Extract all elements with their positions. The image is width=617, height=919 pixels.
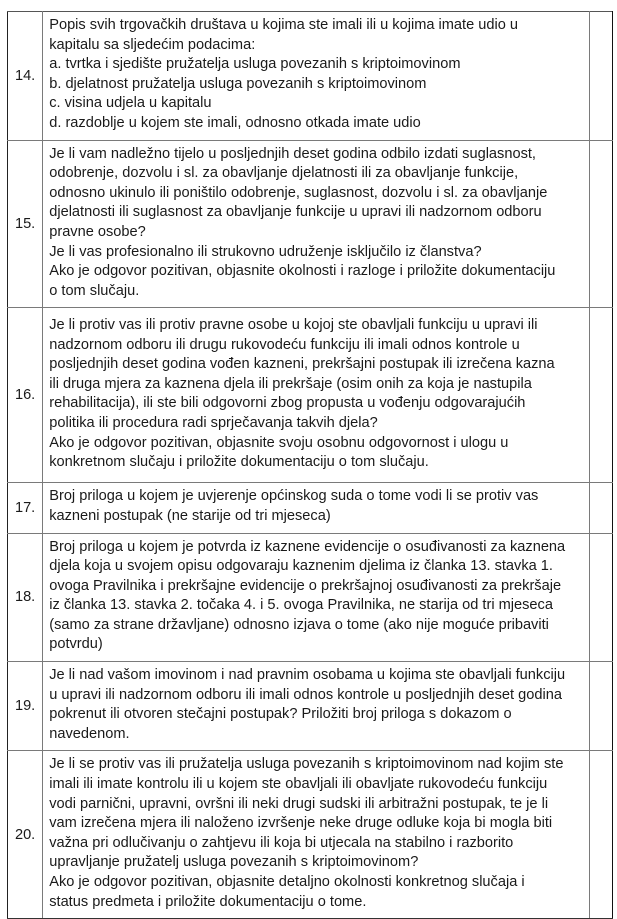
answer-cell[interactable]: [589, 12, 612, 141]
question-text-line: djela koja u svojem opisu odgovaraju kaznenim djelima iz članka 13. stavka 1.: [49, 558, 553, 575]
question-text-line: vam izrečena mjera ili naloženo izvršenje neke druge odluke koja bi mogla biti: [49, 815, 553, 832]
question-text: [43, 533, 590, 662]
question-text-line: upravljanje pružatelj usluga povezanih s kriptoimovinom?: [49, 854, 419, 871]
question-text-line: Ako je odgovor pozitivan, objasnite svoju osobnu odgovornost i ulogu u: [49, 434, 509, 451]
answer-cell[interactable]: [589, 533, 612, 662]
table-row: [8, 12, 613, 141]
table-row: [8, 483, 613, 533]
question-text-line: konkretnom slučaju i priložite dokumentaciju o tom slučaju.: [49, 454, 429, 471]
question-text-line: Ako je odgovor pozitivan, objasnite okolnosti i razloge i priložite dokumentaciju: [49, 263, 556, 280]
question-text-line: d. razdoblje u kojem ste imali, odnosno otkada imate udio: [49, 114, 421, 131]
row-number: 16.: [8, 308, 43, 483]
question-text-line: a. tvrtka i sjedište pružatelja usluga povezanih s kriptoimovinom: [49, 56, 461, 73]
question-text-line: posljednjih deset godina vođen kazneni, prekršajni postupak ili izrečena kazna: [49, 356, 555, 373]
question-text-line: Broj priloga u kojem je potvrda iz kaznene evidencije o osuđivanosti za kaznena: [49, 538, 566, 555]
question-text-line: pokrenut ili otvoren stečajni postupak? Priložiti broj priloga s dokazom o: [49, 706, 512, 723]
question-text-line: navedenom.: [49, 725, 130, 742]
table-row: [8, 308, 613, 483]
row-number: 15.: [8, 140, 43, 308]
question-text-line: nadzornom odboru ili drugu rukovodeću funkciju ili imali odnos kontrole u: [49, 336, 520, 353]
question-text-line: Je li nad vašom imovinom i nad pravnim osobama u kojima ste obavljali funkciju: [49, 667, 566, 684]
questionnaire-table: [7, 11, 613, 919]
table-row: [8, 662, 613, 751]
question-text-line: ili druga mjera za kaznena djela ili prekršaje (osim onih za koja je nastupila: [49, 375, 532, 392]
question-text: [43, 751, 590, 919]
question-text-line: politika ili procedura radi sprječavanja takvih djela?: [49, 414, 378, 431]
answer-cell[interactable]: [589, 483, 612, 533]
question-text-line: b. djelatnost pružatelja usluga povezanih s kriptoimovinom: [49, 75, 427, 92]
question-text: [43, 308, 590, 483]
table-row: [8, 533, 613, 662]
question-text-line: Ako je odgovor pozitivan, objasnite detaljno okolnosti konkretnog slučaja i: [49, 874, 525, 890]
question-text: [43, 483, 590, 533]
question-text-line: ovoga Pravilnika i prekršajne evidencije o prekršajnoj osuđivanosti za prekršaje: [49, 577, 562, 594]
question-text-line: iz članka 13. stavka 2. točaka 4. i 5. ovoga Pravilnika, ne starija od tri mjeseca: [49, 597, 553, 614]
row-number: 17.: [8, 483, 43, 533]
question-text-line: Je li vas profesionalno ili strukovno udruženje isključilo iz članstva?: [49, 243, 482, 260]
question-text: [43, 140, 590, 308]
question-text-line: Je li vam nadležno tijelo u posljednjih deset godina odbilo izdati suglasnost,: [49, 145, 536, 162]
question-text-line: c. visina udjela u kapitalu: [49, 95, 212, 112]
row-number: 20.: [8, 751, 43, 919]
question-text-line: Je li protiv vas ili protiv pravne osobe u kojoj ste obavljali funkciju u upravi ili: [49, 316, 538, 333]
question-text-line: status predmeta i priložite dokumentaciju o tome.: [49, 893, 367, 910]
question-text-line: (samo za strane državljane) odnosno izjava o tome (ako nije moguće pribaviti: [49, 616, 549, 633]
question-text-line: odnosno ukinulo ili poništilo odobrenje, suglasnost, dozvolu i sl. za obavljanje: [49, 184, 548, 201]
question-text-line: odobrenje, dozvolu i sl. za obavljanje djelatnosti ili za obavljanje funkcije,: [49, 165, 519, 182]
question-text-line: Je li se protiv vas ili pružatelja usluga povezanih s kriptoimovinom nad kojim ste: [49, 756, 564, 773]
answer-cell[interactable]: [589, 662, 612, 751]
question-text-line: Broj priloga u kojem je uvjerenje općinskog suda o tome vodi li se protiv vas: [49, 488, 539, 505]
question-text-line: rehabilitacija), ili ste bili odgovorni zbog propusta u vođenju odgovarajućih: [49, 395, 526, 412]
question-text-line: u upravi ili nadzornom odboru ili imali odnos kontrole u posljednjih deset godina: [49, 686, 562, 703]
question-text-line: imali ili imate kontrolu ili u kojem ste obavljali ili obavljate rukovodeću funkciju: [49, 776, 548, 793]
answer-cell[interactable]: [589, 140, 612, 308]
question-text-line: djelatnosti ili suglasnost za obavljanje funkcije u upravi ili nadzornom odboru: [49, 204, 542, 221]
question-text: [43, 662, 590, 751]
question-text-line: vodi parnični, upravni, ovršni ili neki drugi sudski ili arbitražni postupak, te je li: [49, 795, 549, 812]
question-text-line: potvrdu): [49, 636, 103, 653]
table-row: [8, 751, 613, 919]
question-text-line: važna pri odlučivanju o zahtjevu ili koja bi utjecala na stabilno i razborito: [49, 834, 514, 851]
question-text-line: o tom slučaju.: [49, 282, 140, 299]
question-text-line: kazneni postupak (ne starije od tri mjeseca): [49, 507, 331, 524]
question-text: [43, 12, 590, 141]
row-number: 19.: [8, 662, 43, 751]
answer-cell[interactable]: [589, 308, 612, 483]
question-text-line: kapitalu sa sljedećim podacima:: [49, 36, 256, 53]
question-text-line: Popis svih trgovačkih društava u kojima ste imali ili u kojima imate udio u: [49, 17, 519, 33]
row-number: 14.: [8, 12, 43, 141]
row-number: 18.: [8, 533, 43, 662]
question-text-line: pravne osobe?: [49, 223, 146, 240]
answer-cell[interactable]: [589, 751, 612, 919]
table-row: [8, 140, 613, 308]
